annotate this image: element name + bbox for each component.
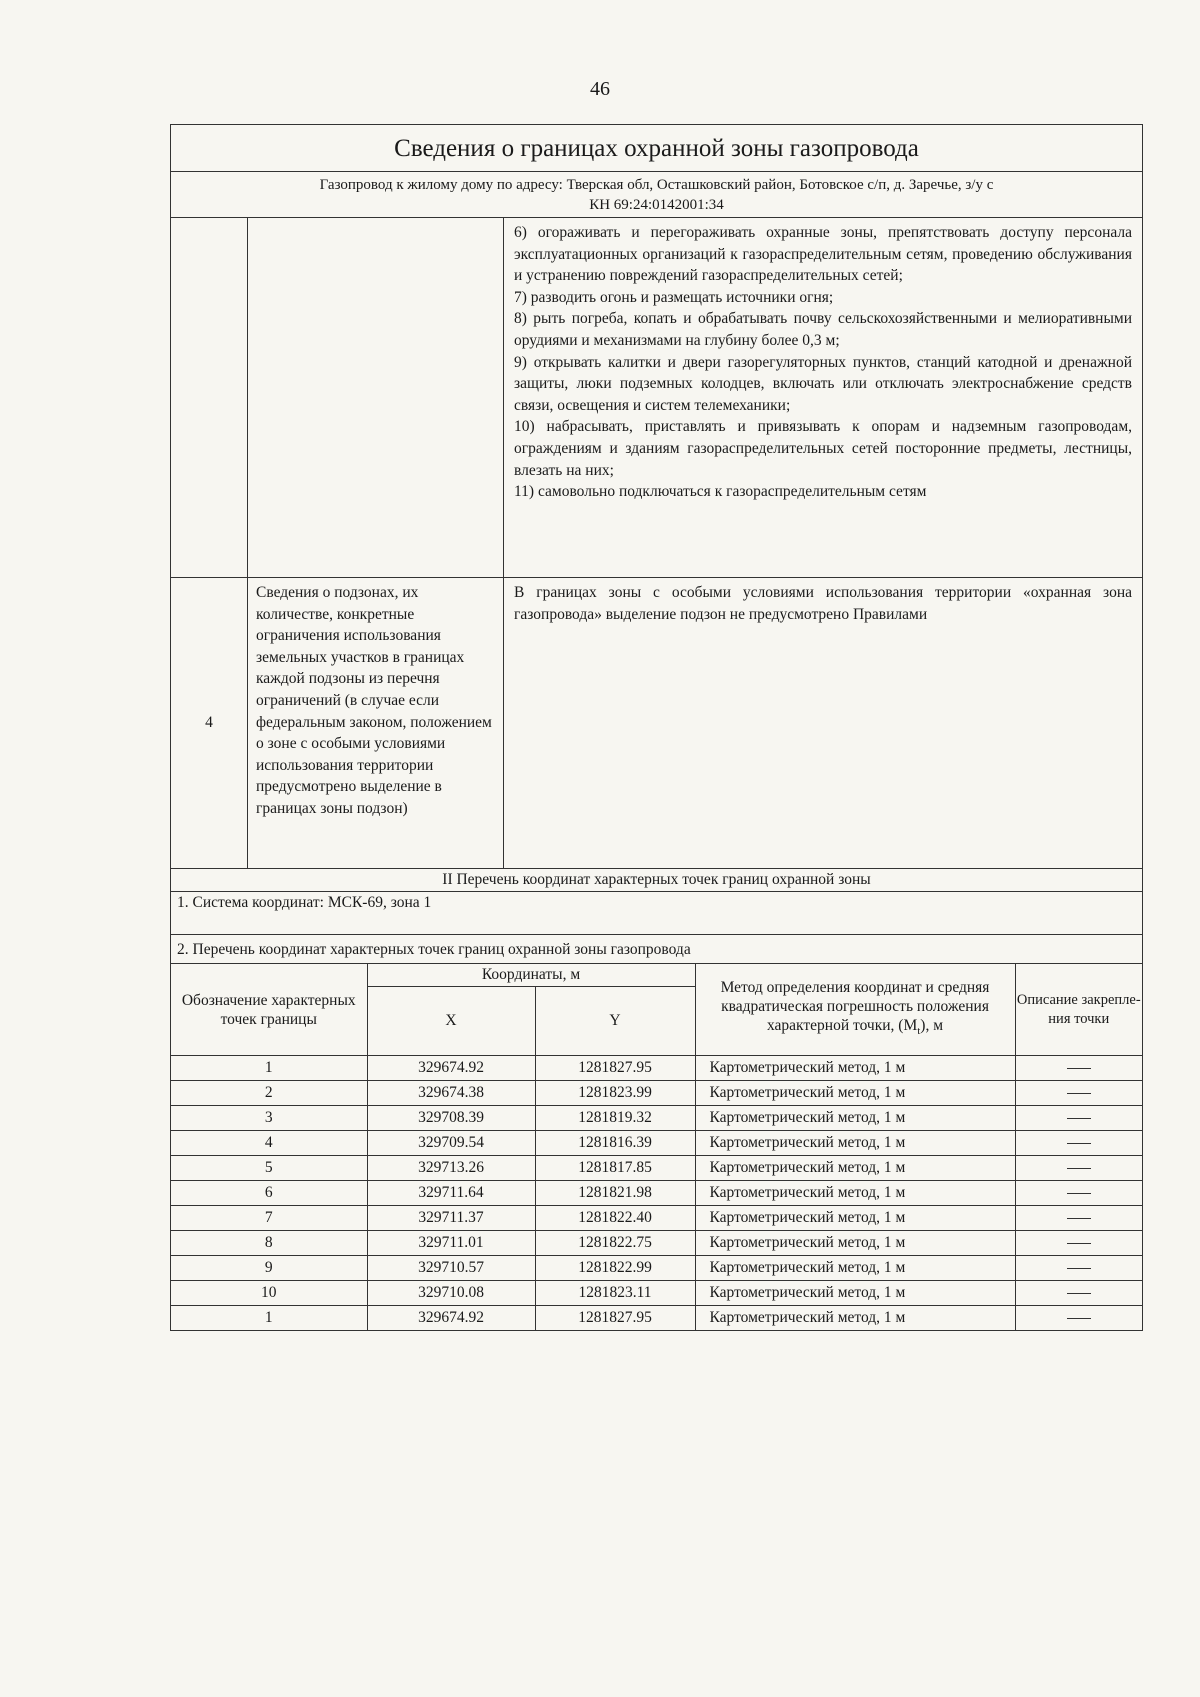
point-number: 10	[171, 1281, 367, 1306]
point-y: 1281821.98	[535, 1181, 695, 1206]
header-y: Y	[535, 987, 695, 1056]
table-row	[171, 1206, 1142, 1231]
table-row	[171, 1281, 1142, 1306]
document-frame	[170, 124, 1143, 1331]
table-row	[171, 1081, 1142, 1106]
table-row	[171, 1056, 1142, 1081]
table-row	[171, 1256, 1142, 1281]
coordinate-system: 1. Система координат: МСК-69, зона 1	[171, 892, 1142, 935]
point-y: 1281827.95	[535, 1056, 695, 1081]
point-y: 1281823.99	[535, 1081, 695, 1106]
object-description-line-1: Газопровод к жилому дому по адресу: Тверская обл, Осташковский район, Ботовское с/п, д. Заречье, з/у с	[319, 177, 994, 193]
restrictions-row	[171, 218, 1142, 578]
point-x: 329713.26	[367, 1156, 535, 1181]
dash-mark	[1067, 1143, 1091, 1144]
section-2-title: II Перечень координат характерных точек границ охранной зоны	[171, 869, 1142, 892]
header-method-subscript: t	[917, 1025, 921, 1038]
table-row	[171, 1156, 1142, 1181]
point-description	[1015, 1156, 1142, 1181]
header-description: Описание закрепле-ния точки	[1015, 964, 1142, 1056]
point-method: Картометрический метод, 1 м	[695, 1231, 1015, 1256]
coordinates-table-body	[171, 1056, 1142, 1331]
point-method: Картометрический метод, 1 м	[695, 1081, 1015, 1106]
document-title: Сведения о границах охранной зоны газопровода	[171, 125, 1142, 172]
point-description	[1015, 1181, 1142, 1206]
point-y: 1281822.40	[535, 1206, 695, 1231]
point-description	[1015, 1056, 1142, 1081]
object-description-line-2: КН 69:24:0142001:34	[589, 197, 724, 213]
point-number: 9	[171, 1256, 367, 1281]
point-y: 1281823.11	[535, 1281, 695, 1306]
point-x: 329711.64	[367, 1181, 535, 1206]
point-number: 6	[171, 1181, 367, 1206]
table-row	[171, 1231, 1142, 1256]
point-method: Картометрический метод, 1 м	[695, 1156, 1015, 1181]
restrictions-row-name	[248, 218, 504, 577]
point-number: 5	[171, 1156, 367, 1181]
point-x: 329708.39	[367, 1106, 535, 1131]
subzones-row-value: В границах зоны с особыми условиями использования территории «охранная зона газопровода» выделение подзон не предусмотрено Правилами	[514, 584, 1132, 623]
restriction-item: 7) разводить огонь и размещать источники огня;	[514, 288, 834, 306]
restriction-item: 8) рыть погреба, копать и обрабатывать почву сельскохозяйственными и мелиоративными орудиями и механизмами на глубину более 0,3 м;	[514, 310, 1132, 349]
header-method	[695, 964, 1015, 1056]
point-method: Картометрический метод, 1 м	[695, 1106, 1015, 1131]
point-number: 1	[171, 1306, 367, 1331]
dash-mark	[1067, 1268, 1091, 1269]
restrictions-list	[504, 218, 1142, 577]
point-x: 329674.92	[367, 1056, 535, 1081]
dash-mark	[1067, 1293, 1091, 1294]
dash-mark	[1067, 1193, 1091, 1194]
point-description	[1015, 1131, 1142, 1156]
coordinates-list-title: 2. Перечень координат характерных точек границ охранной зоны газопровода	[171, 935, 1142, 964]
dash-mark	[1067, 1243, 1091, 1244]
point-method: Картометрический метод, 1 м	[695, 1306, 1015, 1331]
point-number: 4	[171, 1131, 367, 1156]
point-x: 329710.08	[367, 1281, 535, 1306]
restriction-item: 11) самовольно подключаться к газораспределительным сетям	[514, 483, 927, 501]
restriction-item: 10) набрасывать, приставлять и привязывать к опорам и надземным газопроводам, ограждениям и зданиям газораспределительных сетей посторонние предметы, лестницы, влезать на них;	[514, 418, 1132, 479]
point-x: 329674.38	[367, 1081, 535, 1106]
point-y: 1281822.75	[535, 1231, 695, 1256]
restriction-item: 6) огораживать и перегораживать охранные зоны, препятствовать доступу персонала эксплуатационных организаций к газораспределительным сетям, проведению обслуживания и устранению повреждений газораспределительных сетей;	[514, 224, 1132, 285]
point-x: 329711.37	[367, 1206, 535, 1231]
dash-mark	[1067, 1118, 1091, 1119]
dash-mark	[1067, 1218, 1091, 1219]
point-method: Картометрический метод, 1 м	[695, 1181, 1015, 1206]
coordinates-table	[171, 964, 1142, 1330]
restrictions-row-number	[171, 218, 248, 577]
point-number: 2	[171, 1081, 367, 1106]
point-method: Картометрический метод, 1 м	[695, 1206, 1015, 1231]
point-method: Картометрический метод, 1 м	[695, 1256, 1015, 1281]
point-y: 1281816.39	[535, 1131, 695, 1156]
point-y: 1281819.32	[535, 1106, 695, 1131]
point-description	[1015, 1281, 1142, 1306]
header-x: X	[367, 987, 535, 1056]
table-row	[171, 1306, 1142, 1331]
subzones-row-name: Сведения о подзонах, их количестве, конкретные ограничения использования земельных участков в границах каждой подзоны из перечня ограничений (в случае если федеральным законом, положением о зоне с особыми условиями использования территории предусмотрено выделение в границах зоны подзон)	[248, 578, 504, 868]
point-description	[1015, 1081, 1142, 1106]
point-number: 8	[171, 1231, 367, 1256]
dash-mark	[1067, 1168, 1091, 1169]
point-description	[1015, 1256, 1142, 1281]
point-y: 1281827.95	[535, 1306, 695, 1331]
table-row	[171, 1131, 1142, 1156]
dash-mark	[1067, 1068, 1091, 1069]
table-row	[171, 1181, 1142, 1206]
table-row	[171, 1106, 1142, 1131]
point-x: 329710.57	[367, 1256, 535, 1281]
header-coordinates: Координаты, м	[367, 964, 695, 987]
point-y: 1281817.85	[535, 1156, 695, 1181]
point-x: 329711.01	[367, 1231, 535, 1256]
point-method: Картометрический метод, 1 м	[695, 1131, 1015, 1156]
point-y: 1281822.99	[535, 1256, 695, 1281]
point-number: 7	[171, 1206, 367, 1231]
point-method: Картометрический метод, 1 м	[695, 1281, 1015, 1306]
point-x: 329709.54	[367, 1131, 535, 1156]
dash-mark	[1067, 1093, 1091, 1094]
header-designation: Обозначение характерных точек границы	[171, 964, 367, 1056]
point-number: 3	[171, 1106, 367, 1131]
dash-mark	[1067, 1318, 1091, 1319]
restriction-item: 9) открывать калитки и двери газорегуляторных пунктов, станций катодной и дренажной защиты, люки подземных колодцев, включать или отключать электроснабжение средств связи, освещения и систем телемеханики;	[514, 353, 1132, 414]
header-method-text: Метод определения координат и средняя квадратическая погрешность положения характерной точки, (M	[720, 978, 990, 1034]
point-x: 329674.92	[367, 1306, 535, 1331]
subzones-row-number: 4	[171, 578, 248, 868]
header-method-unit: ), м	[920, 1016, 944, 1034]
point-description	[1015, 1306, 1142, 1331]
point-method: Картометрический метод, 1 м	[695, 1056, 1015, 1081]
point-number: 1	[171, 1056, 367, 1081]
page-number: 46	[590, 78, 610, 100]
subzones-row	[171, 578, 1142, 869]
object-description	[171, 172, 1142, 218]
point-description	[1015, 1206, 1142, 1231]
point-description	[1015, 1106, 1142, 1131]
point-description	[1015, 1231, 1142, 1256]
